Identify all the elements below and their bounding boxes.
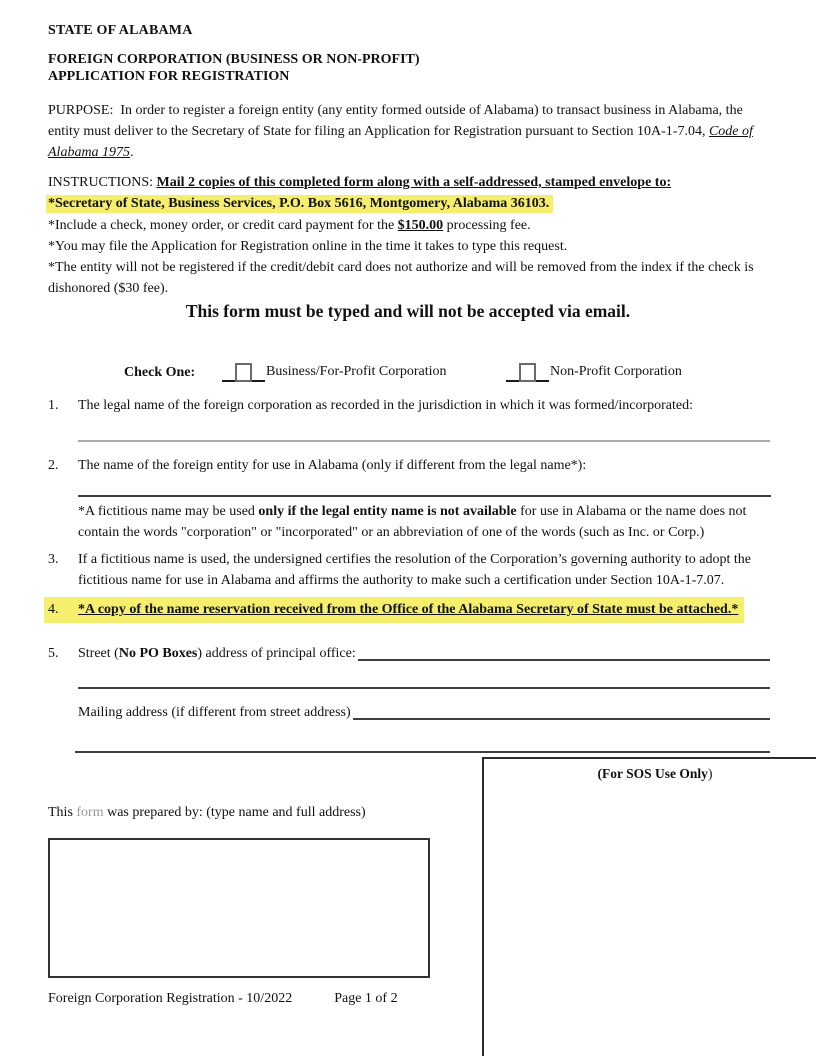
mailing-address-row [78,702,770,723]
street-label-post: ) address of principal office: [197,646,356,661]
item-5-street-address [48,643,770,664]
fictitious-note-pre: *A fictitious name may be used [78,504,259,519]
state-title: STATE OF ALABAMA [48,23,193,38]
purpose-text: PURPOSE: In order to register a foreign entity (any entity formed outside of Alabama) to transact business in Alabama, the entity must deliver to the Secretary of State for filing an Application for Registration pursuant to Section 10A-1-7.04, [48,103,743,139]
check-one-label: Check One: [124,365,196,380]
purpose-paragraph [48,100,760,163]
business-option [222,360,447,382]
street-address-input-line[interactable] [358,643,770,661]
prepared-by-post: was prepared by: (type name and full address) [103,805,366,820]
item-2-number: 2. [48,458,59,473]
nonprofit-checkbox-line [506,358,549,382]
preparer-info-box[interactable] [48,838,430,978]
fictitious-note-bold: only if the legal entity name is not available [258,504,517,519]
item-1-number: 1. [48,398,59,413]
fee-line [48,215,776,236]
item-2-text: The name of the foreign entity for use in Alabama (only if different from the legal name*): [78,458,587,473]
form-title [48,52,420,85]
nonprofit-checkbox[interactable] [519,363,536,382]
fictitious-note-post: for use in Alabama or the name does not contain the words "corporation" or "incorporated" or an abbreviation of one of the words (such as Inc. or Corp.) [78,504,747,540]
business-option-label: Business/For-Profit Corporation [266,364,447,379]
sos-address-line [48,193,776,214]
mail-directive: Mail 2 copies of this completed form along with a self-addressed, stamped envelope to: [156,175,672,190]
business-checkbox[interactable] [235,363,252,382]
instructions-mail-line [48,172,776,193]
street-address-continuation-line[interactable] [78,687,770,689]
dishonored-check-note: *The entity will not be registered if the credit/debit card does not authorize and will be removed from the index if the check is dishonored ($30 fee). [48,260,754,297]
form-title-line2: APPLICATION FOR REGISTRATION [48,68,290,84]
item-2-alabama-name [48,455,773,476]
item-3-text: If a fictitious name is used, the undersigned certifies the resolution of the Corporation’s governing authority to adopt the fictitious name for use in Alabama and affirms the authority to make such a certification under Section 10A-1-7.07. [78,552,752,588]
no-po-boxes-bold: No PO Boxes [118,646,198,661]
sos-mailing-address-highlight: *Secretary of State, Business Services, P.O. Box 5616, Montgomery, Alabama 36103. [46,195,553,213]
street-label [78,643,356,664]
footer-page-number: Page 1 of 2 [334,991,398,1006]
prepared-by-line [48,802,366,823]
item-1-legal-name [48,395,773,416]
street-label-pre: Street ( [78,646,119,661]
form-title-line1: FOREIGN CORPORATION (BUSINESS OR NON-PROFIT) [48,52,420,67]
instructions-block [48,172,776,300]
fictitious-name-note [78,501,773,543]
answer-line-alabama-name[interactable] [78,495,771,497]
business-checkbox-line [222,358,265,382]
item-3-number: 3. [48,552,59,567]
sos-title-bold: (For SOS Use Only [597,766,708,781]
prepared-by-pre: This [48,805,77,820]
fee-text-pre: *Include a check, money order, or credit card payment for the [48,217,398,233]
prepared-by-muted-word: form [76,805,104,820]
item-5-number: 5. [48,646,59,661]
instructions-label: INSTRUCTIONS: [48,175,157,190]
page-footer [48,988,398,1009]
mailing-address-label: Mailing address (if different from street address) [78,705,351,720]
nonprofit-option [506,360,682,382]
mailing-address-continuation-line[interactable] [75,751,770,753]
check-one-row [0,360,816,382]
answer-line-legal-name[interactable] [78,440,770,442]
typed-notice: This form must be typed and will not be accepted via email. [185,301,631,321]
sos-title-tail: ) [707,766,713,781]
footer-doc-version: Foreign Corporation Registration - 10/2022 [48,991,293,1006]
item-1-text: The legal name of the foreign corporation as recorded in the jurisdiction in which it was formed/incorporated: [78,398,694,413]
purpose-period: . [130,145,134,160]
mailing-address-input-line[interactable] [353,702,770,720]
item-4-text: *A copy of the name reservation received from the Office of the Alabama Secretary of State must be attached.* [78,602,739,617]
online-filing-note: *You may file the Application for Registration online in the time it takes to type this request. [48,238,568,254]
sos-use-only-box [482,757,816,1056]
sos-box-title [484,763,816,784]
item-4-name-reservation-highlight [44,597,744,623]
fee-amount: $150.00 [397,217,444,233]
nonprofit-option-label: Non-Profit Corporation [550,364,682,379]
item-4-number: 4. [48,602,59,617]
item-3-certification [48,549,773,591]
code-citation: Code of Alabama 1975 [48,124,753,160]
fee-text-post: processing fee. [443,217,531,233]
